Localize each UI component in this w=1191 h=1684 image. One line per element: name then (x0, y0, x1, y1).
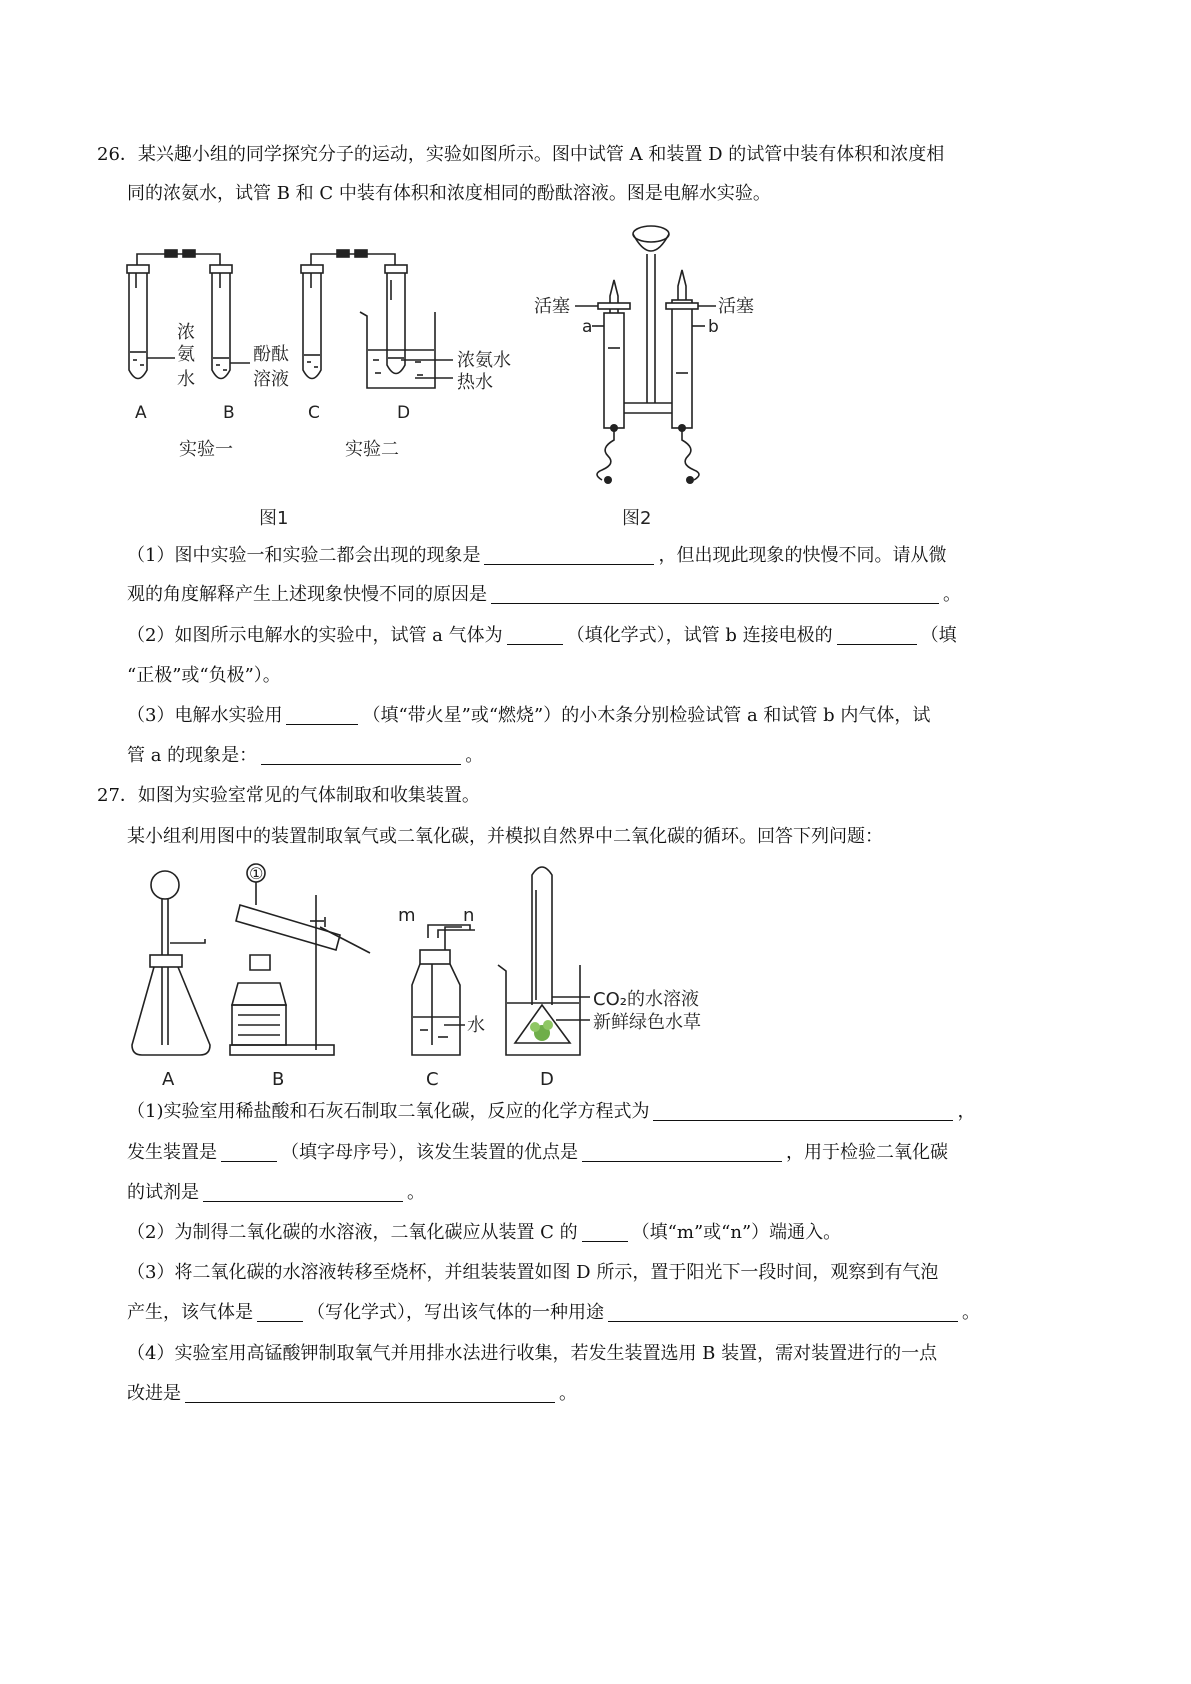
q27-stem-line1: 27．如图为实验室常见的气体制取和收集装置。 (97, 785, 480, 806)
fig1-label-nongan-2: 氨 (177, 344, 195, 365)
q26-p1-line2 (127, 580, 961, 610)
q27-fig-label-c: C (426, 1069, 439, 1090)
q27-p1-text-f: 的试剂是 (127, 1182, 199, 1203)
q26-p2-text-b: （填化学式），试管 b 连接电极的 (566, 625, 833, 646)
q26-p1-text-b: ，但出现此现象的快慢不同。请从微 (658, 545, 947, 566)
q27-p2-text-a: （2）为制得二氧化碳的水溶液，二氧化碳应从装置 C 的 (127, 1222, 578, 1243)
q27-p2-line1 (127, 1218, 841, 1248)
q27-p1-blank-2[interactable] (221, 1141, 277, 1162)
q27-p3-line1: （3）将二氧化碳的水溶液转移至烧杯，并组装装置如图 D 所示，置于阳光下一段时间，观察到有气泡 (127, 1262, 939, 1283)
q27-p1-text-g: 。 (407, 1182, 425, 1203)
q27-p1-text-b: ， (957, 1101, 976, 1122)
q26-p1-text-d: 。 (943, 584, 961, 605)
fig2-caption: 图2 (622, 508, 652, 529)
q27-fig-label-plant: 新鲜绿色水草 (593, 1012, 701, 1033)
q27-p1-blank-3[interactable] (582, 1141, 782, 1162)
fig1-label-exp1: 实验一 (179, 439, 233, 460)
q26-p2-text-a: （2）如图所示电解水的实验中，试管 a 气体为 (127, 625, 503, 646)
q27-p1-line3 (127, 1178, 425, 1208)
q27-p4-line1: （4）实验室用高锰酸钾制取氧气并用排水法进行收集，若发生装置选用 B 装置，需对装置进行的一点 (127, 1343, 938, 1364)
q27-p4-blank-1[interactable] (185, 1382, 555, 1403)
q27-p3-text-d: 。 (962, 1302, 980, 1323)
q26-p3-line2 (127, 741, 483, 771)
q27-fig-label-co2: CO₂的水溶液 (593, 989, 699, 1010)
fig1-label-nong-anshui: 浓氨水 (457, 350, 511, 371)
q27-fig-label-n: n (463, 905, 475, 926)
q27-p1-text-e: ，用于检验二氧化碳 (786, 1142, 948, 1163)
q27-p1-text-d: （填字母序号），该发生装置的优点是 (281, 1142, 578, 1163)
fig2-label-stopcock-left: 活塞 (534, 296, 570, 317)
q27-p3-text-c: （写化学式），写出该气体的一种用途 (307, 1302, 604, 1323)
q26-p3-text-c: 管 a 的现象是： (127, 745, 258, 766)
figure-2 (530, 218, 780, 530)
fig1-label-phenol-2: 溶液 (253, 369, 289, 390)
q27-fig-label-m: m (398, 905, 416, 926)
q27-fig-label-a: A (162, 1069, 175, 1090)
fig1-label-phenol-1: 酚酞 (253, 344, 289, 365)
q27-p1-text-a: （1)实验室用稀盐酸和石灰石制取二氧化碳，反应的化学方程式为 (127, 1101, 650, 1122)
fig2-label-b: b (708, 317, 719, 337)
q26-stem-line2: 同的浓氨水，试管 B 和 C 中装有体积和浓度相同的酚酞溶液。图是电解水实验。 (127, 183, 771, 204)
q26-p2-line1 (127, 621, 957, 651)
q26-p3-text-d: 。 (465, 745, 484, 766)
fig2-label-a: a (582, 317, 593, 337)
q27-fig-label-d: D (540, 1069, 554, 1090)
q27-p3-line2 (127, 1298, 980, 1328)
figure-1 (115, 240, 535, 530)
fig1-caption: 图1 (259, 508, 289, 529)
q26-p1-line1 (127, 541, 946, 571)
figure-q27 (120, 855, 740, 1095)
q26-p3-blank-1[interactable] (286, 704, 358, 725)
q27-p1-blank-4[interactable] (203, 1181, 403, 1202)
q26-p2-blank-2[interactable] (837, 624, 917, 645)
fig1-label-nongan-1: 浓 (177, 322, 195, 343)
q27-fig-label-water: 水 (467, 1015, 485, 1036)
q27-p3-text-b: 产生，该气体是 (127, 1302, 253, 1323)
fig1-label-d: D (397, 403, 411, 423)
q26-p3-blank-2[interactable] (261, 744, 461, 765)
q26-p1-text-c: 观的角度解释产生上述现象快慢不同的原因是 (127, 584, 487, 605)
q26-p1-text-a: （1）图中实验一和实验二都会出现的现象是 (127, 545, 481, 566)
q27-p3-blank-1[interactable] (257, 1301, 303, 1322)
q27-p2-text-b: （填“m”或“n”）端通入。 (631, 1222, 842, 1243)
q27-p4-text-c: 。 (559, 1383, 577, 1404)
q26-p2-line2: “正极”或“负极”）。 (127, 665, 281, 686)
q27-fig-label-circle1: ① (249, 864, 264, 883)
q27-p1-line2 (127, 1138, 948, 1168)
q26-stem-line1: 26．某兴趣小组的同学探究分子的运动，实验如图所示。图中试管 A 和装置 D 的试管中装有体积和浓度相 (97, 144, 945, 165)
q27-p3-blank-2[interactable] (608, 1301, 958, 1322)
fig1-label-c: C (308, 403, 320, 423)
q27-p2-blank-1[interactable] (582, 1221, 628, 1242)
q26-p3-text-b: （填“带火星”或“燃烧”）的小木条分别检验试管 a 和试管 b 内气体，试 (362, 705, 931, 726)
q26-p3-line1 (127, 701, 930, 731)
q27-p4-line2 (127, 1379, 577, 1409)
q26-p2-blank-1[interactable] (507, 624, 563, 645)
fig1-label-reshui: 热水 (457, 372, 493, 393)
q26-p1-blank-2[interactable] (491, 583, 939, 604)
fig1-label-exp2: 实验二 (345, 439, 399, 460)
q27-p4-text-b: 改进是 (127, 1383, 181, 1404)
q27-p1-blank-1[interactable] (653, 1100, 953, 1121)
q26-p1-blank-1[interactable] (484, 544, 654, 565)
fig2-label-stopcock-right: 活塞 (718, 296, 754, 317)
q27-stem-line2: 某小组利用图中的装置制取氧气或二氧化碳，并模拟自然界中二氧化碳的循环。回答下列问题： (127, 826, 883, 847)
q27-p1-text-c: 发生装置是 (127, 1142, 217, 1163)
q26-p3-text-a: （3）电解水实验用 (127, 705, 283, 726)
q26-p2-text-c: （填 (920, 625, 957, 646)
fig1-label-nongan-3: 水 (177, 369, 195, 390)
q27-fig-label-b: B (272, 1069, 285, 1090)
q27-p1-line1 (127, 1097, 975, 1127)
fig1-label-a: A (135, 403, 147, 423)
fig1-label-b: B (223, 403, 235, 423)
